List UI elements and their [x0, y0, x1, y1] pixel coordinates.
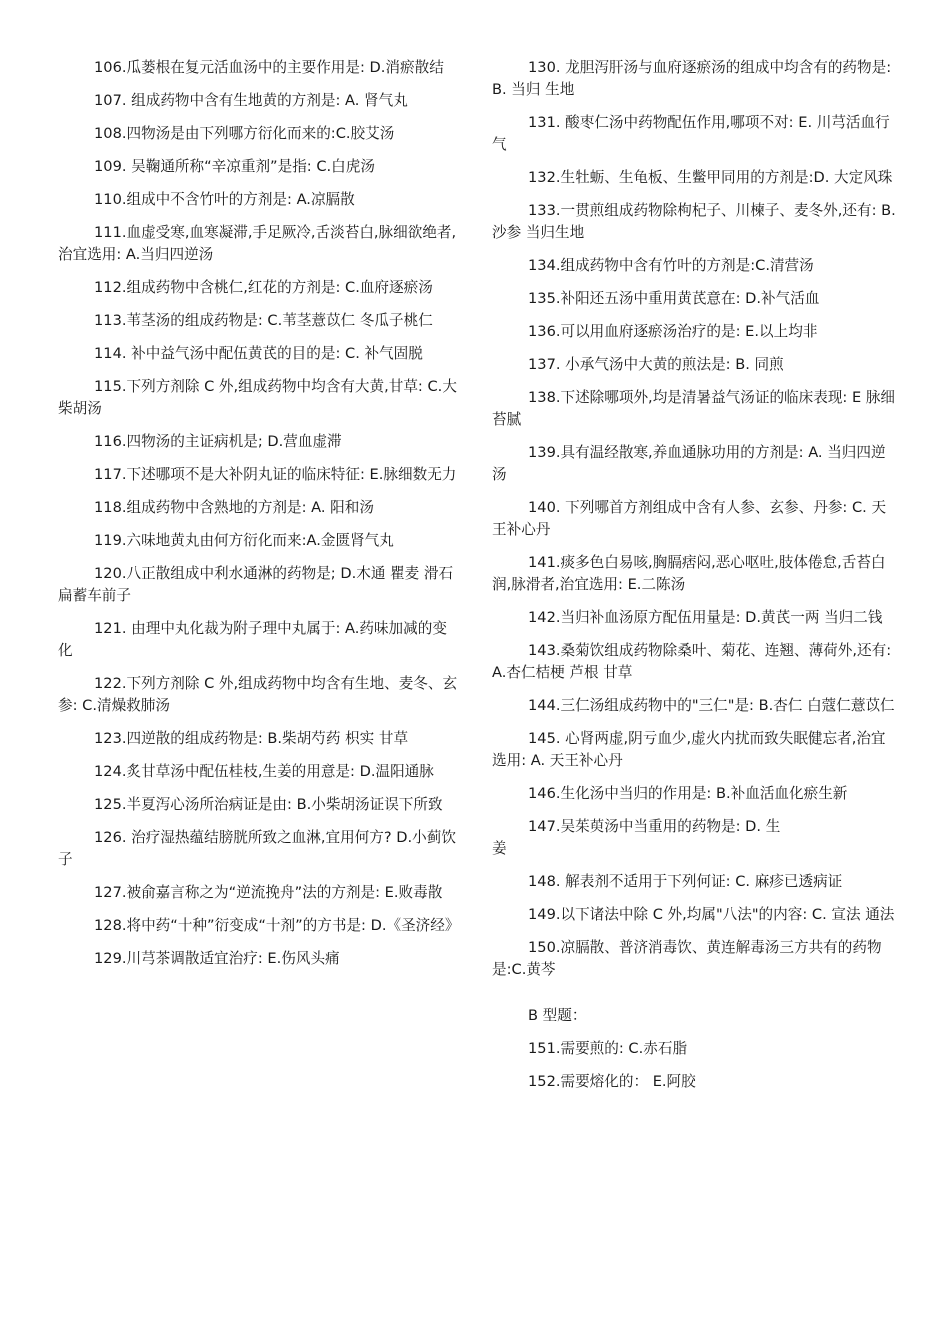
question-item: 143.桑菊饮组成药物除桑叶、菊花、连翘、薄荷外,还有: A.杏仁桔梗 芦根 甘草 [492, 642, 892, 681]
question-item: 109. 吴鞠通所称“辛凉重剂”是指: C.白虎汤 [94, 158, 375, 175]
question-item: 110.组成中不含竹叶的方剂是: A.凉膈散 [94, 191, 355, 208]
question-item: 116.四物汤的主证病机是; D.营血虚滞 [94, 433, 342, 450]
question-item: 152.需要熔化的： E.阿胶 [528, 1073, 696, 1090]
question-item: 145. 心肾两虚,阴亏血少,虚火内扰而致失眠健忘者,治宜选用: A. 天王补心丹 [492, 730, 886, 769]
question-item: 129.川芎茶调散适宜治疗: E.伤风头痛 [94, 950, 340, 967]
question-item: 138.下述除哪项外,均是清暑益气汤证的临床表现: E 脉细苔腻 [492, 389, 896, 428]
question-item: 150.凉膈散、普济消毒饮、黄连解毒汤三方共有的药物是:C.黄芩 [492, 939, 882, 978]
question-item: 142.当归补血汤原方配伍用量是: D.黄芪一两 当归二钱 [528, 609, 883, 626]
question-item: 134.组成药物中含有竹叶的方剂是:C.清营汤 [528, 257, 814, 274]
question-item: 112.组成药物中含桃仁,红花的方剂是: C.血府逐瘀汤 [94, 279, 433, 296]
question-item: 124.炙甘草汤中配伍桂枝,生姜的用意是: D.温阳通脉 [94, 763, 434, 780]
question-item: 148. 解表剂不适用于下列何证: C. 麻疹已透病证 [528, 873, 843, 890]
question-item: 125.半夏泻心汤所治病证是由: B.小柴胡汤证误下所致 [94, 796, 443, 813]
question-item: 141.痰多色白易咳,胸膈痞闷,恶心呕吐,肢体倦怠,舌苔白润,脉滑者,治宜选用: E.二陈汤 [492, 554, 886, 593]
right-column [492, 57, 896, 1104]
question-item: 130. 龙胆泻肝汤与血府逐瘀汤的组成中均含有的药物是: B. 当归 生地 [492, 59, 892, 98]
question-item: 144.三仁汤组成药物中的"三仁"是: B.杏仁 白蔻仁薏苡仁 [528, 697, 895, 714]
left-column [58, 57, 460, 981]
question-item: 115.下列方剂除 C 外,组成药物中均含有大黄,甘草: C.大柴胡汤 [58, 378, 457, 417]
question-item: 127.被俞嘉言称之为“逆流挽舟”法的方剂是: E.败毒散 [94, 884, 443, 901]
question-item: 119.六味地黄丸由何方衍化而来:A.金匮肾气丸 [94, 532, 394, 549]
question-item: 140. 下列哪首方剂组成中含有人参、玄参、丹参: C. 天王补心丹 [492, 499, 887, 538]
question-item: 113.苇茎汤的组成药物是: C.苇茎薏苡仁 冬瓜子桃仁 [94, 312, 433, 329]
question-item: 135.补阳还五汤中重用黄芪意在: D.补气活血 [528, 290, 820, 307]
question-item: 126. 治疗湿热蕴结膀胱所致之血淋,宜用何方? D.小蓟饮子 [58, 829, 456, 868]
question-item: 133.一贯煎组成药物除枸杞子、川楝子、麦冬外,还有: B. 沙参 当归生地 [492, 202, 896, 241]
question-item: 107. 组成药物中含有生地黄的方剂是: A. 肾气丸 [94, 92, 408, 109]
question-item: 121. 由理中丸化裁为附子理中丸属于: A.药味加减的变化 [58, 620, 447, 659]
question-item: 131. 酸枣仁汤中药物配伍作用,哪项不对: E. 川芎活血行气 [492, 114, 890, 153]
question-item: 120.八正散组成中利水通淋的药物是; D.木通 瞿麦 滑石 扁蓄车前子 [58, 565, 454, 604]
question-item: 118.组成药物中含熟地的方剂是: A. 阳和汤 [94, 499, 374, 516]
question-item: 136.可以用血府逐瘀汤治疗的是: E.以上均非 [528, 323, 818, 340]
question-item: 122.下列方剂除 C 外,组成药物中均含有生地、麦冬、玄参: C.清燥救肺汤 [58, 675, 458, 714]
question-item: 147.吴茱萸汤中当重用的药物是: D. 生 姜 [492, 818, 781, 857]
question-item: 139.具有温经散寒,养血通脉功用的方剂是: A. 当归四逆汤 [492, 444, 886, 483]
question-item: 106.瓜蒌根在复元活血汤中的主要作用是: D.消瘀散结 [94, 59, 444, 76]
question-item: 151.需要煎的: C.赤石脂 [528, 1040, 688, 1057]
question-item: 149.以下诸法中除 C 外,均属"八法"的内容: C. 宣法 通法 [528, 906, 895, 923]
question-item: 146.生化汤中当归的作用是: B.补血活血化瘀生新 [528, 785, 848, 802]
question-item: 128.将中药“十种”衍变成“十剂”的方书是: D.《圣济经》 [94, 917, 460, 934]
section-b-heading: B 型题： [528, 1007, 587, 1024]
question-item: 108.四物汤是由下列哪方衍化而来的:C.胶艾汤 [94, 125, 395, 142]
question-item: 132.生牡蛎、生龟板、生鳖甲同用的方剂是:D. 大定风珠 [528, 169, 893, 186]
question-item: 111.血虚受寒,血寒凝滞,手足厥冷,舌淡苔白,脉细欲绝者,治宜选用: A.当归四逆汤 [58, 224, 457, 263]
question-item: 137. 小承气汤中大黄的煎法是: B. 同煎 [528, 356, 784, 373]
question-item: 123.四逆散的组成药物是: B.柴胡芍药 枳实 甘草 [94, 730, 409, 747]
question-item: 114. 补中益气汤中配伍黄芪的目的是: C. 补气固脱 [94, 345, 423, 362]
question-item: 117.下述哪项不是大补阴丸证的临床特征: E.脉细数无力 [94, 466, 457, 483]
